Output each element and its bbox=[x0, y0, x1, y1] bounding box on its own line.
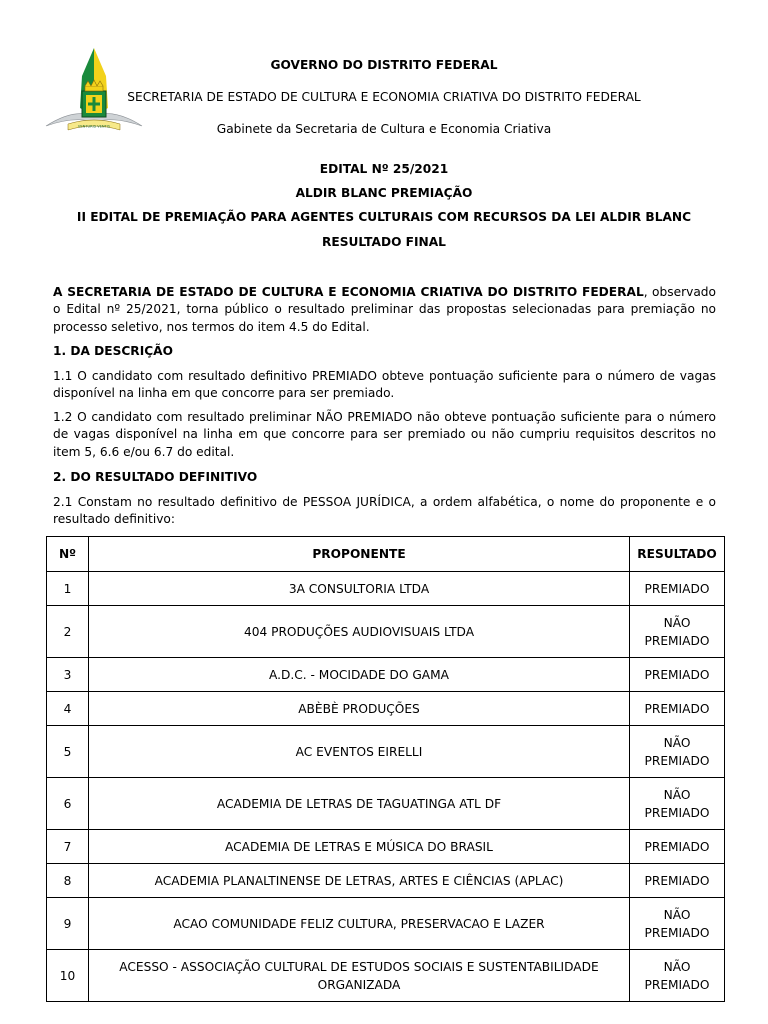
row-resultado: PREMIADO bbox=[630, 864, 725, 898]
row-num: 9 bbox=[47, 898, 89, 950]
row-resultado: PREMIADO bbox=[630, 830, 725, 864]
row-num: 4 bbox=[47, 692, 89, 726]
secretaria-title: SECRETARIA DE ESTADO DE CULTURA E ECONOMIA CRIATIVA DO DISTRITO FEDERAL bbox=[127, 90, 641, 104]
row-proponente: ACESSO - ASSOCIAÇÃO CULTURAL DE ESTUDOS SOCIAIS E SUSTENTABILIDADE ORGANIZADA bbox=[89, 950, 630, 1002]
row-num: 6 bbox=[47, 778, 89, 830]
edital-number: EDITAL Nº 25/2021 bbox=[319, 162, 449, 176]
row-num: 7 bbox=[47, 830, 89, 864]
table-row bbox=[47, 950, 725, 1002]
row-proponente: ACAO COMUNIDADE FELIZ CULTURA, PRESERVACAO E LAZER bbox=[89, 898, 630, 950]
result-type-title: RESULTADO FINAL bbox=[322, 235, 446, 249]
table-row bbox=[47, 658, 725, 692]
row-resultado: NÃO PREMIADO bbox=[630, 778, 725, 830]
header-proponente: PROPONENTE bbox=[89, 537, 630, 572]
intro-rest-text: , observado o Edital nº 25/2021, torna público o resultado preliminar das propostas selecionadas para premiação no processo seletivo, nos termos do item 4.5 do Edital. bbox=[53, 285, 716, 334]
row-proponente: ACADEMIA DE LETRAS DE TAGUATINGA ATL DF bbox=[89, 778, 630, 830]
row-proponente: ACADEMIA PLANALTINENSE DE LETRAS, ARTES E CIÊNCIAS (APLAC) bbox=[89, 864, 630, 898]
results-table bbox=[46, 536, 725, 1002]
section2-heading: 2. DO RESULTADO DEFINITIVO bbox=[53, 470, 258, 484]
row-num: 2 bbox=[47, 606, 89, 658]
table-row bbox=[47, 572, 725, 606]
section1-heading: 1. DA DESCRIÇÃO bbox=[53, 344, 173, 358]
row-proponente: 3A CONSULTORIA LTDA bbox=[89, 572, 630, 606]
row-proponente: AC EVENTOS EIRELLI bbox=[89, 726, 630, 778]
row-resultado: NÃO PREMIADO bbox=[630, 898, 725, 950]
edital-title: II EDITAL DE PREMIAÇÃO PARA AGENTES CULTURAIS COM RECURSOS DA LEI ALDIR BLANC bbox=[76, 210, 692, 224]
row-resultado: PREMIADO bbox=[630, 692, 725, 726]
row-resultado: NÃO PREMIADO bbox=[630, 606, 725, 658]
table-row bbox=[47, 898, 725, 950]
row-num: 1 bbox=[47, 572, 89, 606]
row-proponente: 404 PRODUÇÕES AUDIOVISUAIS LTDA bbox=[89, 606, 630, 658]
intro-bold-text: A SECRETARIA DE ESTADO DE CULTURA E ECONOMIA CRIATIVA DO DISTRITO FEDERAL bbox=[53, 285, 644, 299]
government-title: GOVERNO DO DISTRITO FEDERAL bbox=[270, 58, 498, 72]
row-num: 10 bbox=[47, 950, 89, 1002]
header-resultado: RESULTADO bbox=[630, 537, 725, 572]
table-row bbox=[47, 692, 725, 726]
row-resultado: NÃO PREMIADO bbox=[630, 726, 725, 778]
row-resultado: PREMIADO bbox=[630, 658, 725, 692]
table-header-row bbox=[47, 537, 725, 572]
row-num: 3 bbox=[47, 658, 89, 692]
header-num: Nº bbox=[47, 537, 89, 572]
table-row bbox=[47, 726, 725, 778]
row-num: 8 bbox=[47, 864, 89, 898]
gabinete-title: Gabinete da Secretaria de Cultura e Economia Criativa bbox=[216, 122, 552, 136]
row-resultado: NÃO PREMIADO bbox=[630, 950, 725, 1002]
table-row bbox=[47, 778, 725, 830]
edital-program: ALDIR BLANC PREMIAÇÃO bbox=[295, 186, 473, 200]
intro-paragraph bbox=[53, 284, 716, 336]
row-proponente: ACADEMIA DE LETRAS E MÚSICA DO BRASIL bbox=[89, 830, 630, 864]
table-row bbox=[47, 864, 725, 898]
section1-paragraph-1: 1.1 O candidato com resultado definitivo PREMIADO obteve pontuação suficiente para o número de vagas disponível na linha em que concorre para ser premiado. bbox=[53, 369, 716, 401]
table-row bbox=[47, 830, 725, 864]
table-row bbox=[47, 606, 725, 658]
row-proponente: A.D.C. - MOCIDADE DO GAMA bbox=[89, 658, 630, 692]
section2-paragraph-1: 2.1 Constam no resultado definitivo de PESSOA JURÍDICA, a ordem alfabética, o nome do proponente e o resultado definitivo: bbox=[53, 495, 716, 527]
row-proponente: ABÈBÈ PRODUÇÕES bbox=[89, 692, 630, 726]
row-resultado: PREMIADO bbox=[630, 572, 725, 606]
logo-motto-text: VENTURIS VENTIS bbox=[77, 124, 111, 129]
row-num: 5 bbox=[47, 726, 89, 778]
section1-paragraph-2: 1.2 O candidato com resultado preliminar NÃO PREMIADO não obteve pontuação suficiente para o número de vagas disponível na linha em que concorre para ser premiado ou não cumpriu requisitos descritos no item 5, 6.6 e/ou 6.7 do edital. bbox=[53, 410, 716, 459]
